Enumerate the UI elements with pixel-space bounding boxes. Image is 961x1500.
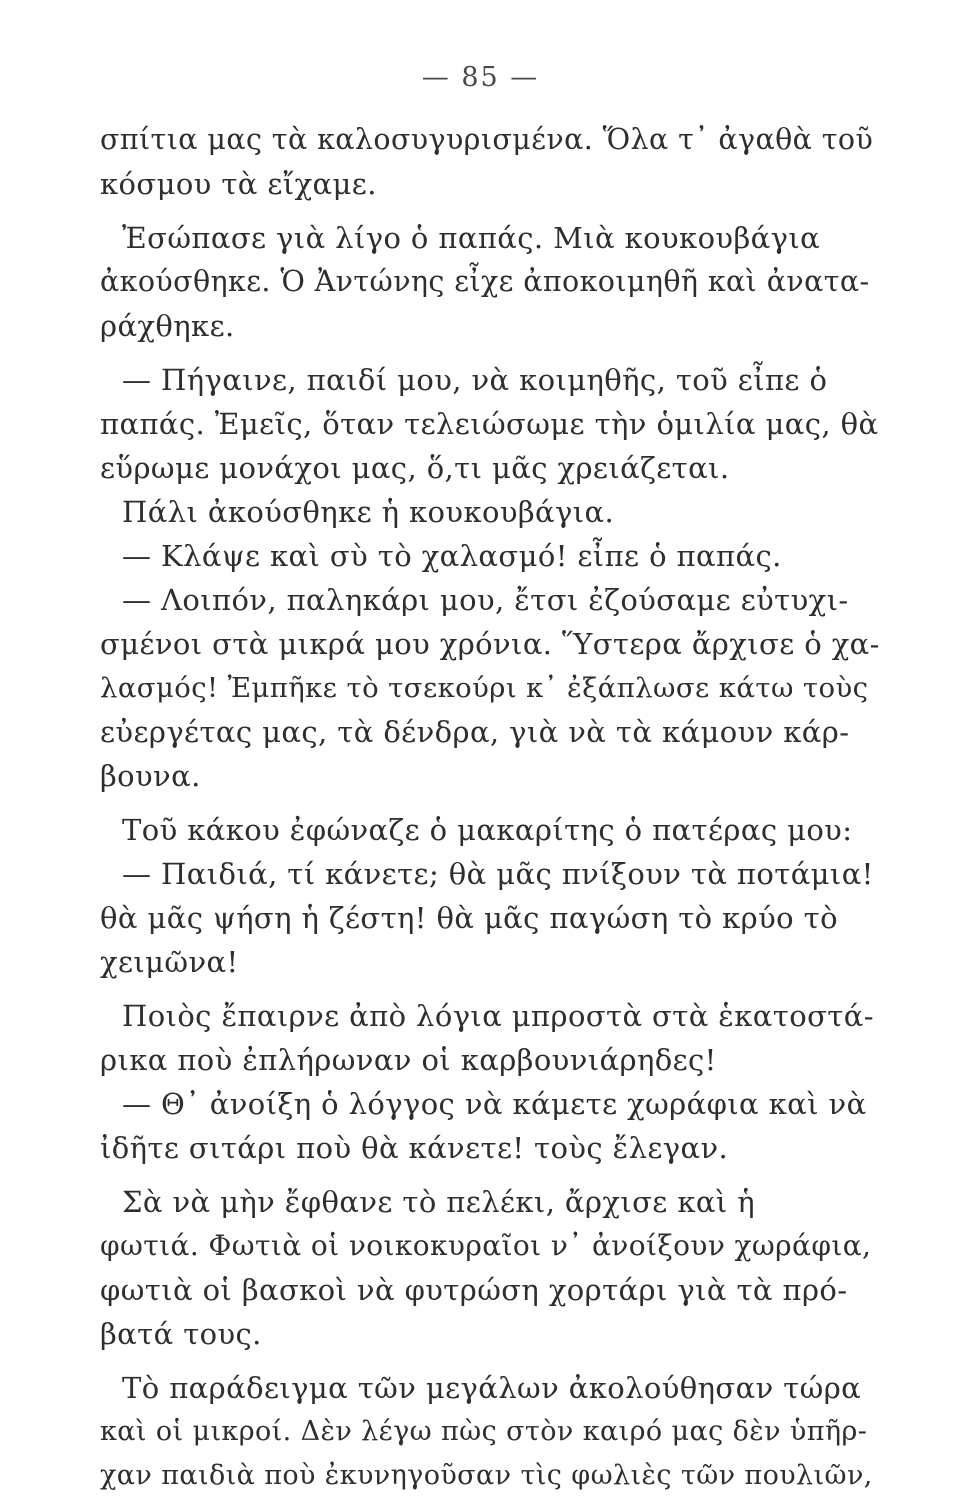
text-line: Σὰ νὰ μὴν ἔφθανε τὸ πελέκι, ἄρχισε καὶ ἡ [122,1185,756,1219]
text-line: θὰ μᾶς ψήση ἡ ζέστη! θὰ μᾶς παγώση τὸ κρύο τὸ [100,901,838,935]
text-line: εὐεργέτας μας, τὰ δένδρα, γιὰ νὰ τὰ κάμουν κάρ- [100,715,850,749]
text-line: καὶ οἱ μικροί. Δὲν λέγω πὼς στὸν καιρό μας δὲν ὑπῆρ- [100,1416,868,1447]
text-line: σπίτια μας τὰ καλοσυγυρισμένα. Ὅλα τ᾽ ἀγαθὰ τοῦ [100,123,874,156]
text-line: Τὸ παράδειγμα τῶν μεγάλων ἀκολούθησαν τώρα [122,1371,862,1405]
text-line: Ἐσώπασε γιὰ λίγο ὁ παπάς. Μιὰ κουκουβάγια [122,221,821,255]
text-line: — Πήγαινε, παιδί μου, νὰ κοιμηθῆς, τοῦ εἶπε ὁ [122,363,828,397]
text-line: ρικα ποὺ ἐπλήρωναν οἱ καρβουνιάρηδες! [100,1043,717,1077]
text-line: χειμῶνα! [100,945,239,979]
text-line: σμένοι στὰ μικρά μου χρόνια. Ὕστερα ἄρχισε ὁ χα- [100,627,880,661]
text-line: βουνα. [100,759,201,793]
page-number: — 85 — [421,62,540,93]
text-line: παπάς. Ἐμεῖς, ὅταν τελειώσωμε τὴν ὁμιλία μας, θὰ [100,407,879,441]
text-line: ἰδῆτε σιτάρι ποὺ θὰ κάνετε! τοὺς ἔλεγαν. [100,1131,729,1165]
text-line: Τοῦ κάκου ἐφώναζε ὁ μακαρίτης ὁ πατέρας μου: [122,813,853,847]
text-line: Πάλι ἀκούσθηκε ἡ κουκουβάγια. [122,495,615,529]
text-line: ἀκούσθηκε. Ὁ Ἀντώνης εἶχε ἀποκοιμηθῆ καὶ ἀνατα- [100,265,870,298]
text-line: εὕρωμε μονάχοι μας, ὅ,τι μᾶς χρειάζεται. [100,451,730,485]
text-line: λασμός! Ἐμπῆκε τὸ τσεκούρι κ᾽ ἐξάπλωσε κάτω τοὺς [100,672,869,704]
text-line: — Κλάψε καὶ σὺ τὸ χαλασμό! εἶπε ὁ παπάς. [122,539,782,573]
body-text [100,118,880,1498]
text-line: — Θ᾽ ἀνοίξη ὁ λόγγος νὰ κάμετε χωράφια καὶ νὰ [122,1087,867,1121]
text-line: ράχθηκε. [100,309,235,343]
text-line: βατά τους. [100,1317,262,1351]
text-line: — Παιδιά, τί κάνετε; θὰ μᾶς πνίξουν τὰ ποτάμια! [122,857,874,891]
text-line: φωτιὰ οἱ βασκοὶ νὰ φυτρώση χορτάρι γιὰ τὰ πρό- [100,1273,848,1307]
text-line: φωτιά. Φωτιὰ οἱ νοικοκυραῖοι ν᾽ ἀνοίξουν χωράφια, [100,1229,872,1262]
text-line: — Λοιπόν, παληκάρι μου, ἔτσι ἐζούσαμε εὐτυχι- [122,583,849,617]
text-line: Ποιὸς ἔπαιρνε ἀπὸ λόγια μπροστὰ στὰ ἑκατοστά- [122,999,874,1033]
text-line: χαν παιδιὰ ποὺ ἐκυνηγοῦσαν τὶς φωλιὲς τῶν πουλιῶν, [100,1460,873,1491]
text-line: κόσμου τὰ εἴχαμε. [100,167,377,201]
